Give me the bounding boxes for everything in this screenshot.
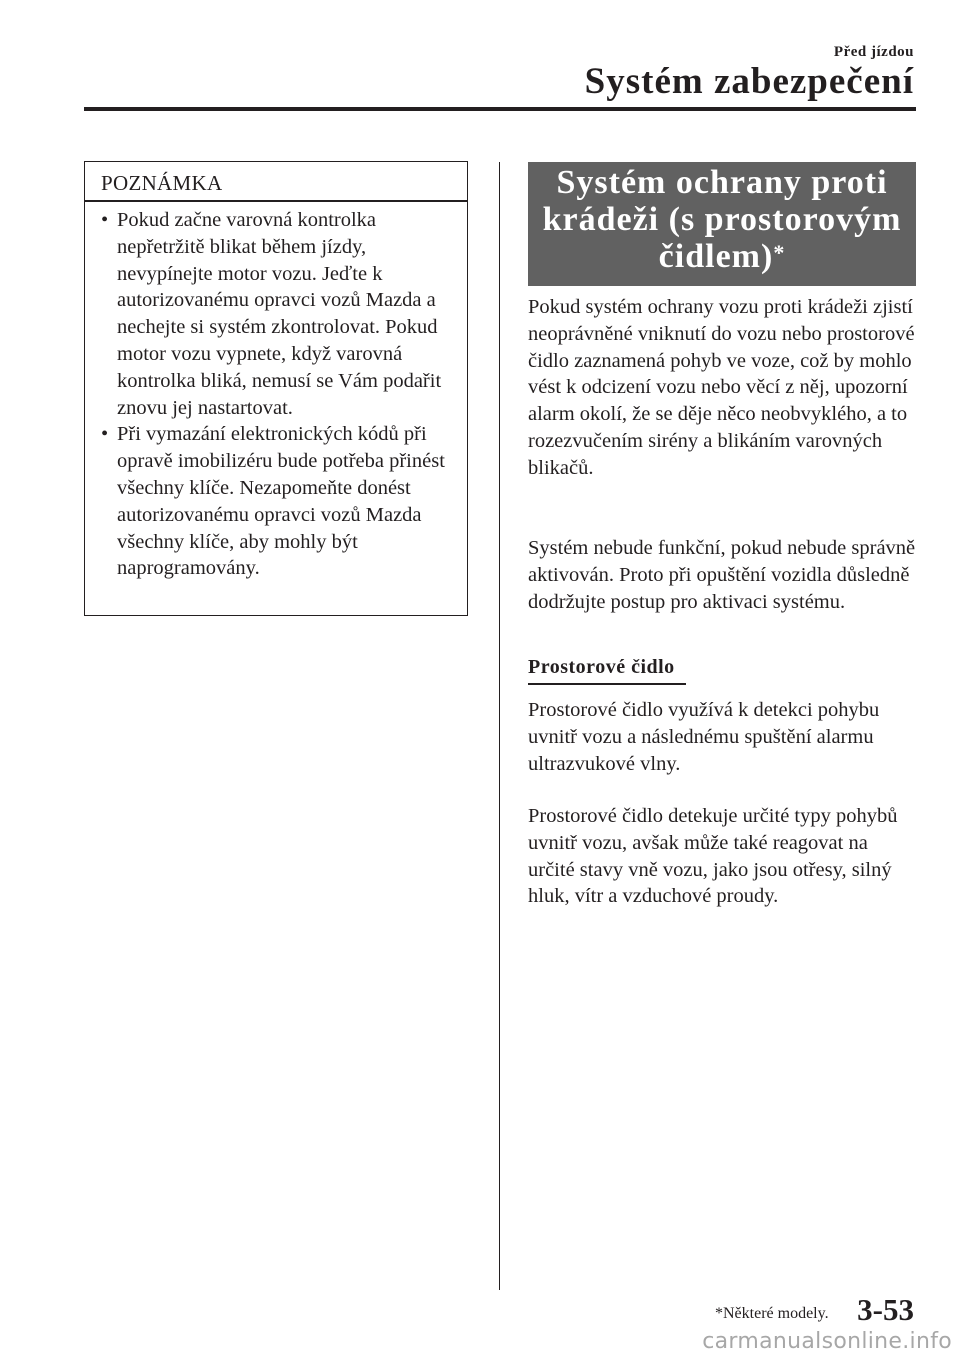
section-banner: [528, 162, 916, 286]
watermark: carmanualsonline.info: [702, 1329, 952, 1354]
note-list: [99, 207, 459, 582]
note-item: [99, 207, 459, 421]
footnote: *Některé modely.: [715, 1305, 829, 1322]
bullet-icon: •: [101, 209, 109, 231]
subsection-paragraph: Prostorové čidlo detekuje určité typy pohybů uvnitř vozu, avšak může také reagovat na určité stavy vně vozu, jako jsou otřesy, silný hluk, vítr a vzduchové proudy.: [528, 805, 898, 908]
subheading-rule: [528, 683, 686, 685]
section-paragraph: Pokud systém ochrany vozu proti krádeži zjistí neoprávněné vniknutí do vozu nebo prostorové čidlo zaznamená pohyb ve voze, což by mohlo vést k odcizení vozu nebo věcí z něj, upozorní alarm okolí, že se děje něco neobvyklého, a to rozezvučením sirény a blikáním varovných blikačů.: [528, 296, 915, 479]
section-title-line-3-text: čidlem): [658, 238, 774, 275]
note-item: [99, 421, 459, 582]
page-title: Systém zabezpečení: [584, 61, 914, 102]
note-item-text: Pokud začne varovná kontrolka nepřetržitě blikat během jízdy, nevypínejte motor vozu. Jeďte k autorizovanému opravci vozů Mazda a nechejte si systém zkontrolovat. Pokud motor vozu vypnete, když varovná kontrolka bliká, nemusí se Vám podařit znovu jej nastartovat.: [117, 209, 442, 419]
subheading: Prostorové čidlo: [528, 656, 675, 678]
section-paragraph: Systém nebude funkční, pokud nebude správně aktivován. Proto při opuštění vozidla důsledně dodržujte postup pro aktivaci systému.: [528, 537, 916, 613]
bullet-icon: •: [101, 423, 109, 446]
section-title-line-1: Systém ochrany proti: [556, 164, 888, 201]
section-title-line-2: krádeži (s prostorovým: [542, 201, 902, 238]
header-section-label: Před jízdou: [833, 44, 914, 60]
page-number: 3-53: [857, 1292, 914, 1327]
note-title: POZNÁMKA: [101, 171, 223, 195]
section-title-line-3: [528, 238, 916, 275]
column-divider: [499, 162, 500, 1290]
note-box: [84, 161, 468, 616]
footnote-marker: *: [773, 240, 786, 265]
subsection-paragraph: Prostorové čidlo využívá k detekci pohybu uvnitř vozu a následnému spuštění alarmu ultrazvukové vlny.: [528, 699, 880, 775]
header-rule: [84, 107, 916, 111]
note-item-text: Při vymazání elektronických kódů při opravě imobilizéru bude potřeba přinést všechny klíče. Nezapomeňte donést autorizovanému opravci vozů Mazda všechny klíče, aby mohly být naprogramovány.: [117, 423, 445, 580]
note-rule: [85, 200, 467, 202]
